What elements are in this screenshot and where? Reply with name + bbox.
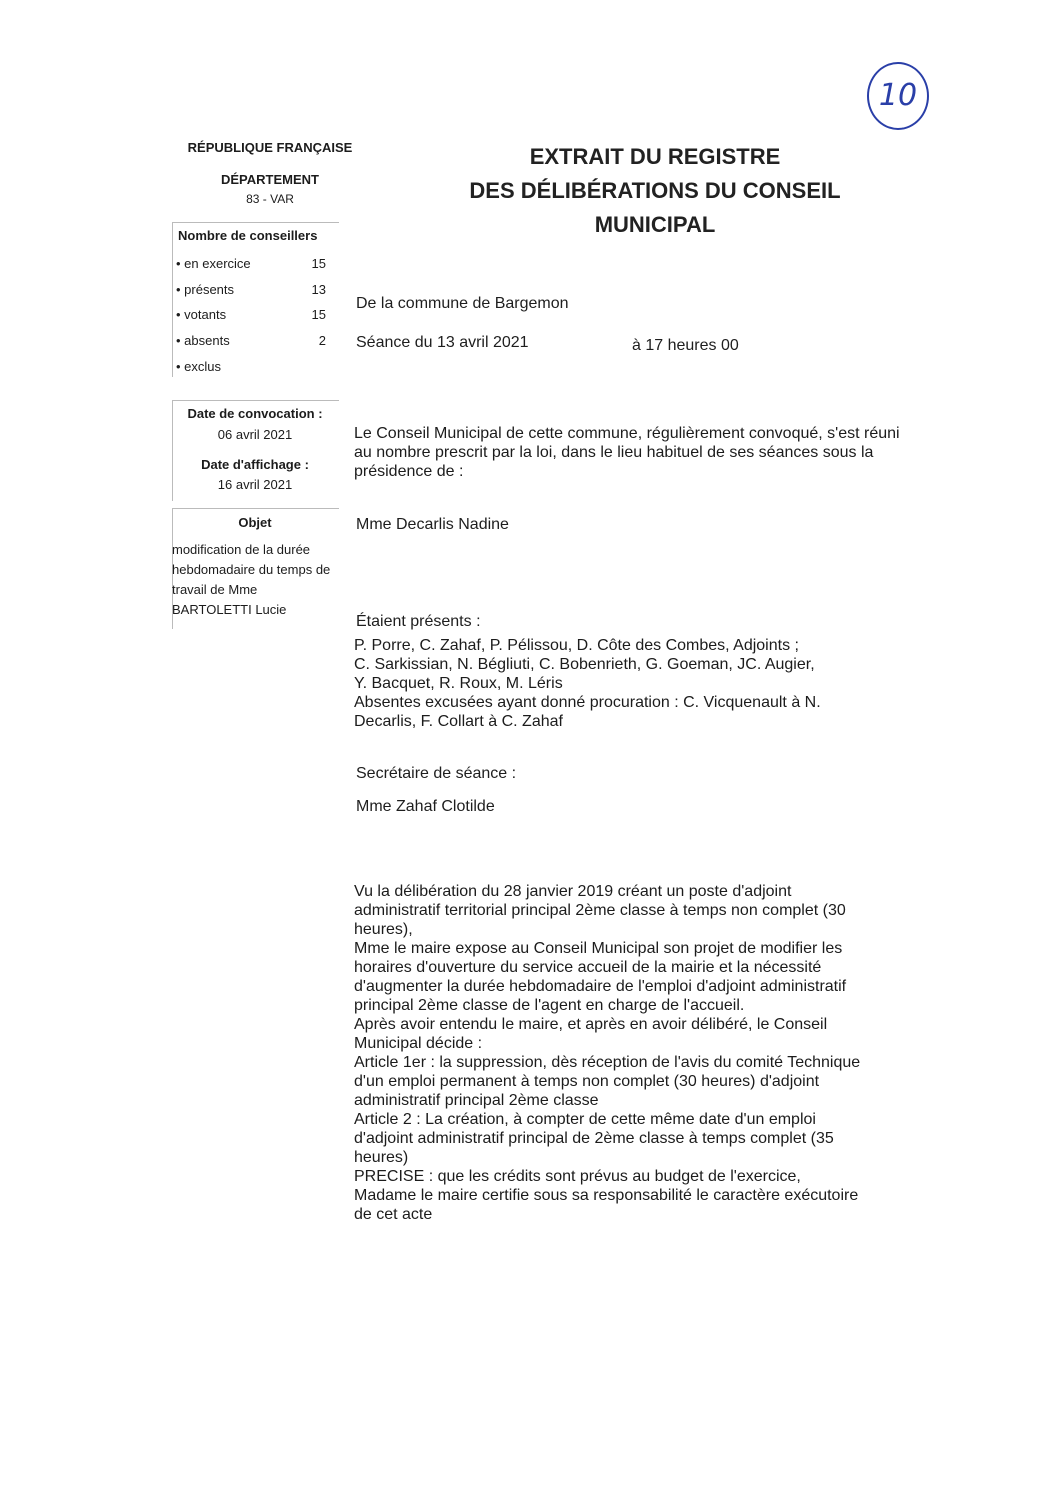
- councillors-row-label: • votants: [176, 307, 227, 322]
- deliberation-line: Après avoir entendu le maire, et après en avoir délibéré, le Conseil: [354, 1016, 828, 1033]
- department-label: DÉPARTEMENT: [221, 172, 319, 187]
- presents-line: P. Porre, C. Zahaf, P. Pélissou, D. Côte des Combes, Adjoints ;: [354, 637, 799, 654]
- deliberation-line: d'augmenter la durée hebdomadaire de l'emploi d'adjoint administratif: [354, 978, 847, 995]
- councillors-header: Nombre de conseillers: [178, 228, 318, 243]
- republic-label: RÉPUBLIQUE FRANÇAISE: [187, 140, 353, 155]
- deliberation-line: administratif principal 2ème classe: [354, 1092, 599, 1109]
- councillors-row-value: 2: [318, 333, 326, 348]
- deliberation-line: d'adjoint administratif principal de 2ème classe à temps complet (35: [354, 1130, 834, 1147]
- deliberation-line: horaires d'ouverture du service accueil de la mairie et la nécessité: [354, 959, 822, 976]
- councillors-row: [176, 256, 326, 271]
- councillors-row-label: • présents: [176, 282, 235, 297]
- convocation-date: 06 avril 2021: [217, 427, 293, 442]
- deliberation-line: de cet acte: [354, 1206, 433, 1223]
- deliberation-text: [354, 882, 914, 1224]
- secretary-name: Mme Zahaf Clotilde: [356, 798, 495, 815]
- title-line-2: DES DÉLIBÉRATIONS DU CONSEIL: [469, 178, 841, 203]
- presents-line: Decarlis, F. Collart à C. Zahaf: [354, 713, 563, 730]
- deliberation-line: heures): [354, 1149, 409, 1166]
- objet-text: modification de la durée hebdomadaire du temps de travail de Mme BARTOLETTI Lucie: [172, 542, 331, 617]
- deliberation-line: Mme le maire expose au Conseil Municipal son projet de modifier les: [354, 940, 843, 957]
- seance-date: Séance du 13 avril 2021: [356, 334, 529, 351]
- document-title: [420, 140, 890, 242]
- deliberation-line: Municipal décide :: [354, 1035, 483, 1052]
- objet-label: Objet: [238, 515, 272, 530]
- deliberation-line: administratif territorial principal 2ème classe à temps non complet (30: [354, 902, 846, 919]
- deliberation-line: Vu la délibération du 28 janvier 2019 créant un poste d'adjoint: [354, 883, 792, 900]
- councillors-box: [172, 222, 339, 377]
- councillors-row: [176, 307, 326, 322]
- councillors-row-label: • exclus: [176, 359, 222, 374]
- intro-paragraph: Le Conseil Municipal de cette commune, régulièrement convoqué, s'est réuni au nombre prescrit par la loi, dans le lieu habituel de ses séances sous la présidence de :: [354, 425, 900, 480]
- deliberation-line: Madame le maire certifie sous sa responsabilité le caractère exécutoire: [354, 1187, 859, 1204]
- councillors-row: [176, 333, 326, 348]
- convocation-label: Date de convocation :: [187, 406, 323, 421]
- councillors-row: [176, 359, 326, 374]
- commune-line: De la commune de Bargemon: [356, 295, 569, 312]
- title-line-1: EXTRAIT DU REGISTRE: [529, 144, 781, 169]
- councillors-row: [176, 282, 326, 297]
- department-code: 83 - VAR: [246, 192, 294, 206]
- page-number-circle: 10: [867, 62, 929, 130]
- title-line-3: MUNICIPAL: [594, 212, 716, 237]
- affichage-label: Date d'affichage :: [201, 457, 309, 472]
- councillors-row-value: 15: [311, 256, 326, 271]
- presents-label: Étaient présents :: [356, 613, 481, 630]
- councillors-row-value: 15: [311, 307, 326, 322]
- presents-list: [354, 636, 914, 731]
- deliberation-line: Article 1er : la suppression, dès réception de l'avis du comité Technique: [354, 1054, 861, 1071]
- deliberation-line: PRECISE : que les crédits sont prévus au budget de l'exercice,: [354, 1168, 801, 1185]
- deliberation-line: d'un emploi permanent à temps non complet (30 heures) d'adjoint: [354, 1073, 820, 1090]
- deliberation-line: principal 2ème classe de l'agent en charge de l'accueil.: [354, 997, 745, 1014]
- presents-line: Y. Bacquet, R. Roux, M. Léris: [354, 675, 563, 692]
- councillors-row-value: 13: [311, 282, 326, 297]
- councillors-row-label: • absents: [176, 333, 230, 348]
- deliberation-line: heures),: [354, 921, 413, 938]
- deliberation-line: Article 2 : La création, à compter de cette même date d'un emploi: [354, 1111, 816, 1128]
- secretary-label: Secrétaire de séance :: [356, 765, 517, 782]
- president-name: Mme Decarlis Nadine: [356, 516, 509, 533]
- councillors-row-label: • en exercice: [176, 256, 251, 271]
- presents-line: C. Sarkissian, N. Bégliuti, C. Bobenrieth, G. Goeman, JC. Augier,: [354, 656, 815, 673]
- presents-line: Absentes excusées ayant donné procuration : C. Vicquenault à N.: [354, 694, 821, 711]
- seance-time: à 17 heures 00: [632, 337, 739, 354]
- affichage-date: 16 avril 2021: [217, 477, 293, 492]
